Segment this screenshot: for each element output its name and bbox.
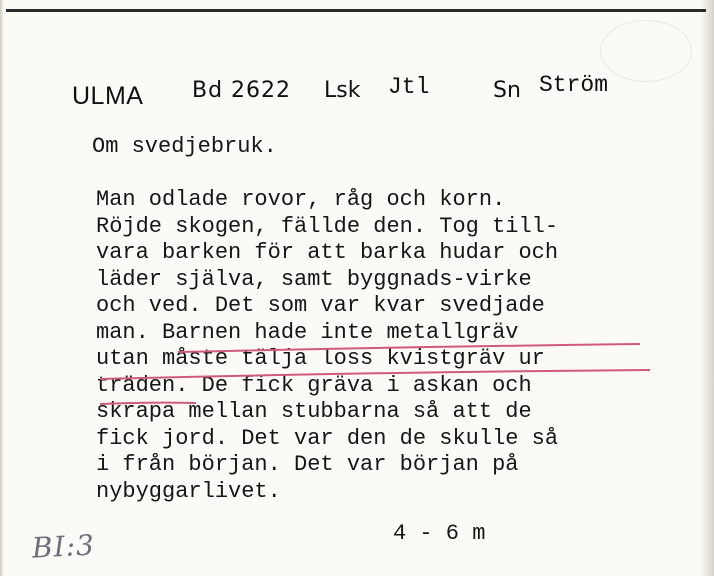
body-line: träden. De fick gräva i askan och xyxy=(96,372,532,398)
body-line: vara barken för att barka hudar och xyxy=(96,240,559,265)
card-header xyxy=(0,72,714,112)
lsk-label: Lsk xyxy=(324,78,361,103)
province-value: Jtl xyxy=(388,74,430,100)
body-line: fick jord. Det var den de skulle så xyxy=(96,425,559,451)
place-value: Ström xyxy=(539,72,609,98)
body-line: Man odlade rovor, råg och korn. xyxy=(96,187,506,212)
body-line: Röjde skogen, fällde den. Tog till- xyxy=(96,213,559,239)
age-range: 4 - 6 m xyxy=(393,521,486,546)
body-line: utan måste tälja loss kvistgräv ur xyxy=(96,346,545,371)
body-line: läder själva, samt byggnads-virke xyxy=(96,266,532,292)
archive-label: ULMA xyxy=(72,82,144,110)
body-line: skrapa mellan stubbarna så att de xyxy=(96,399,532,424)
body-line: och ved. Det som var kvar svedjade xyxy=(96,293,545,318)
card-subject: Om svedjebruk. xyxy=(92,134,277,159)
record-code: Bd 2622 xyxy=(192,78,292,103)
card-body xyxy=(96,187,558,505)
body-line: i från början. Det var början på xyxy=(96,452,519,477)
body-line: man. Barnen hade inte metallgräv xyxy=(96,319,519,345)
sn-label: Sn xyxy=(493,78,521,103)
top-border-line xyxy=(6,9,706,12)
handwritten-note: BI:3 xyxy=(31,528,96,565)
body-line: nybyggarlivet. xyxy=(96,478,281,504)
